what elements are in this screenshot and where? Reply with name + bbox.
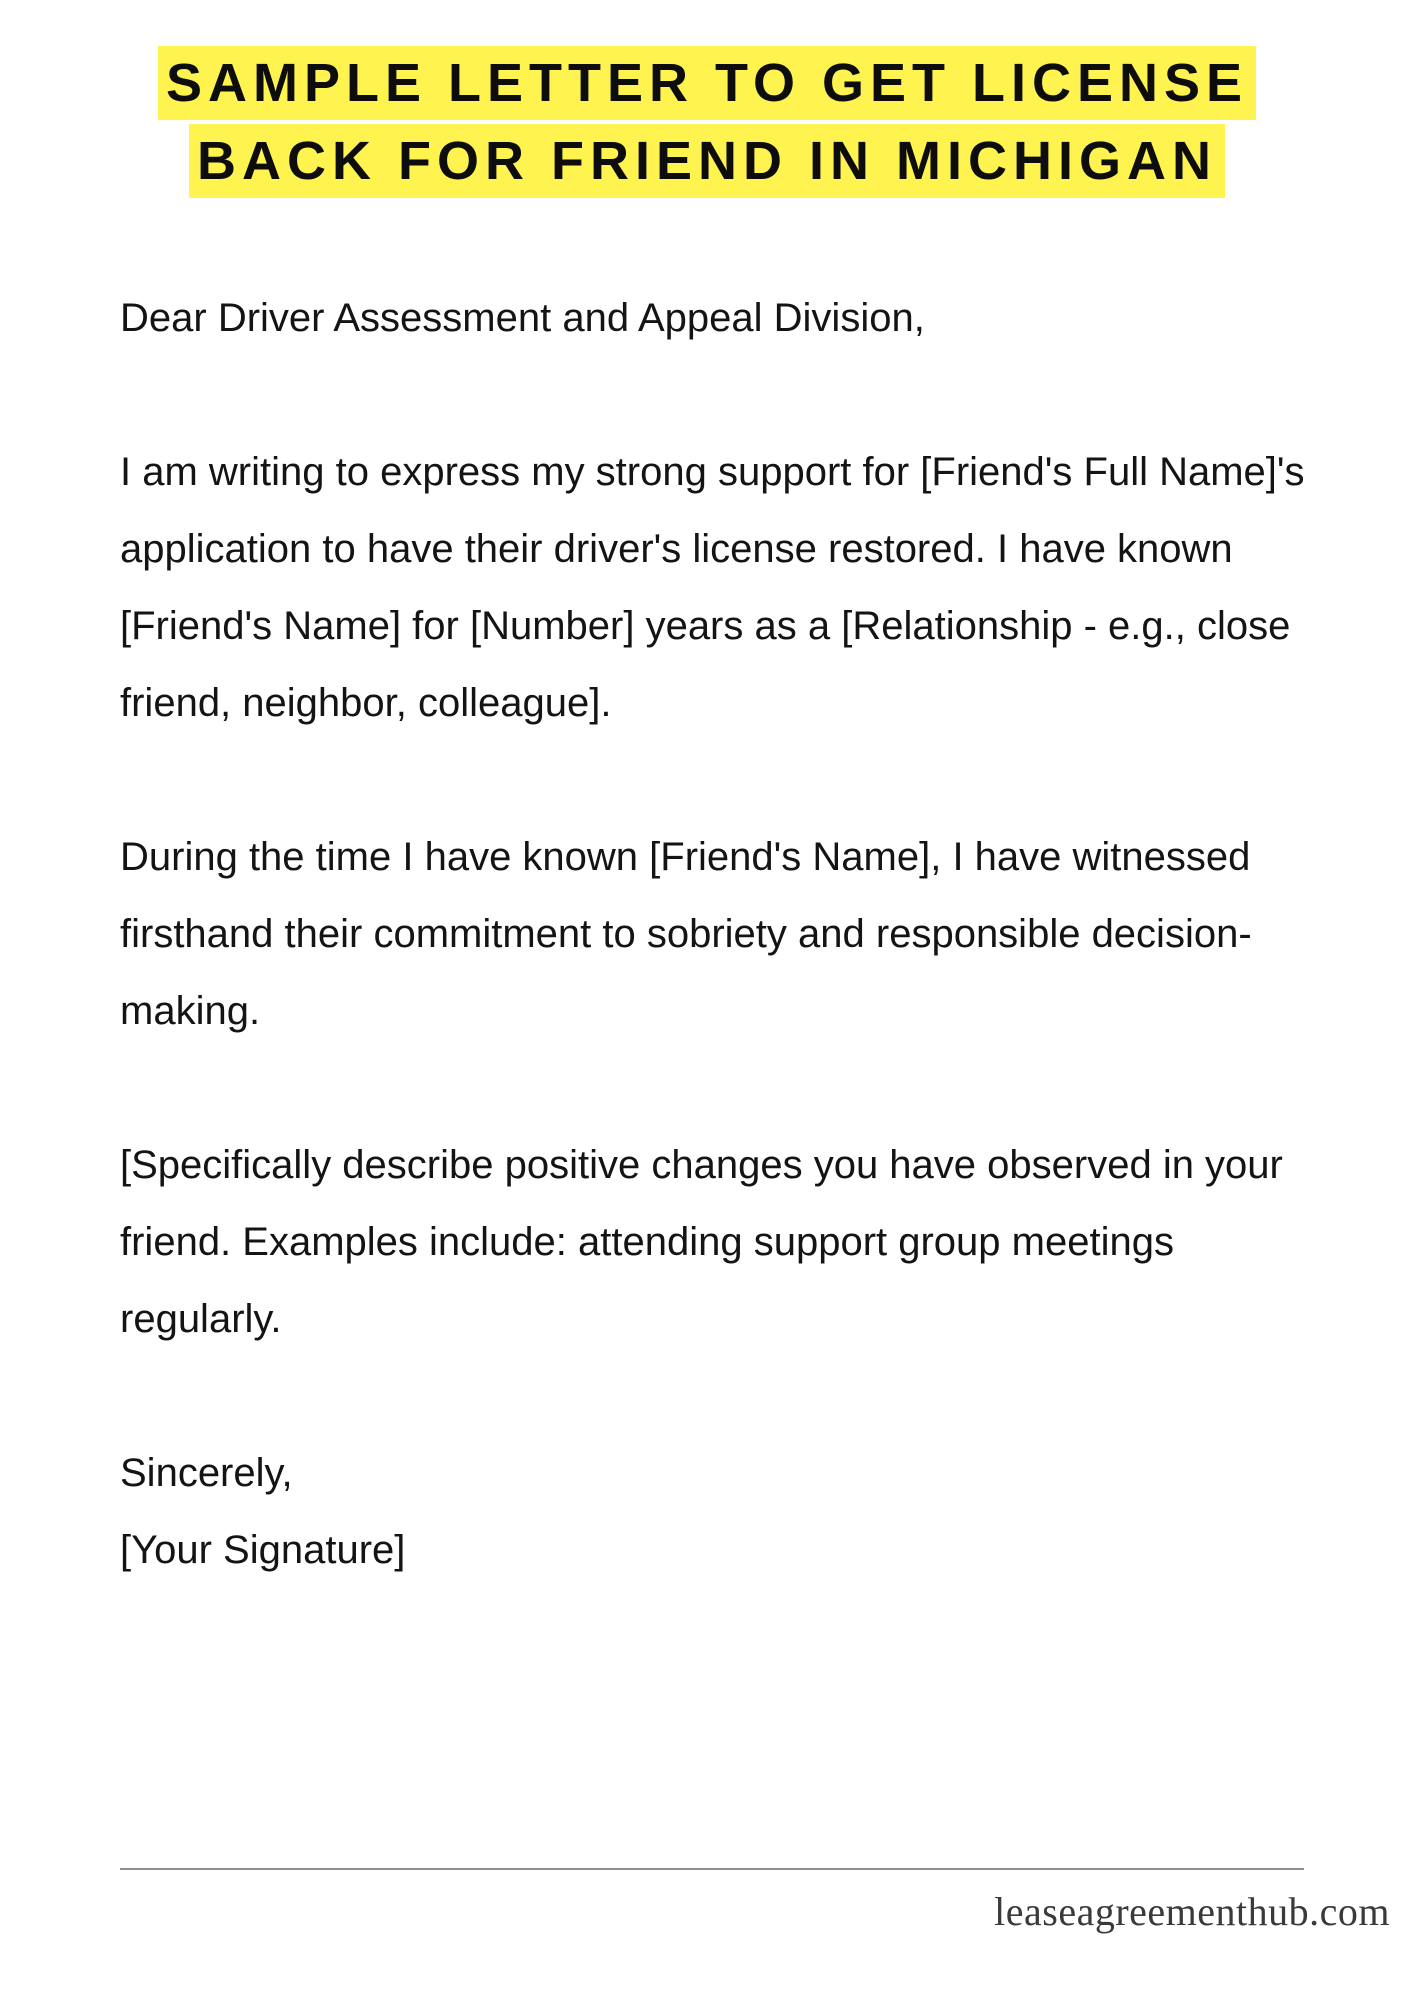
letter-greeting: Dear Driver Assessment and Appeal Division, bbox=[120, 296, 925, 340]
title-line-2: BACK FOR FRIEND IN MICHIGAN bbox=[189, 124, 1225, 198]
footer-site-name: leaseagreementhub.com bbox=[994, 1889, 1390, 1934]
letter-paragraph-1: I am writing to express my strong support for [Friend's Full Name]'s application to have their driver's license restored. I have known [Friend's Name] for [Number] years as a [Relationship - e.g., close friend, neighbor, colleague]. bbox=[120, 450, 1305, 725]
letter-body bbox=[120, 280, 1320, 1589]
letter-closing-block bbox=[120, 1435, 1320, 1589]
letter-signature: [Your Signature] bbox=[120, 1528, 406, 1572]
letter-paragraph-3: [Specifically describe positive changes you have observed in your friend. Examples include: attending support group meetings regularly. bbox=[120, 1143, 1283, 1341]
title-line-1: SAMPLE LETTER TO GET LICENSE bbox=[158, 46, 1256, 120]
page-title bbox=[0, 46, 1414, 202]
letter-paragraph-2: During the time I have known [Friend's Name], I have witnessed firsthand their commitment to sobriety and responsible decision-making. bbox=[120, 835, 1252, 1033]
footer-divider bbox=[120, 1868, 1304, 1870]
letter-closing: Sincerely, bbox=[120, 1451, 293, 1495]
